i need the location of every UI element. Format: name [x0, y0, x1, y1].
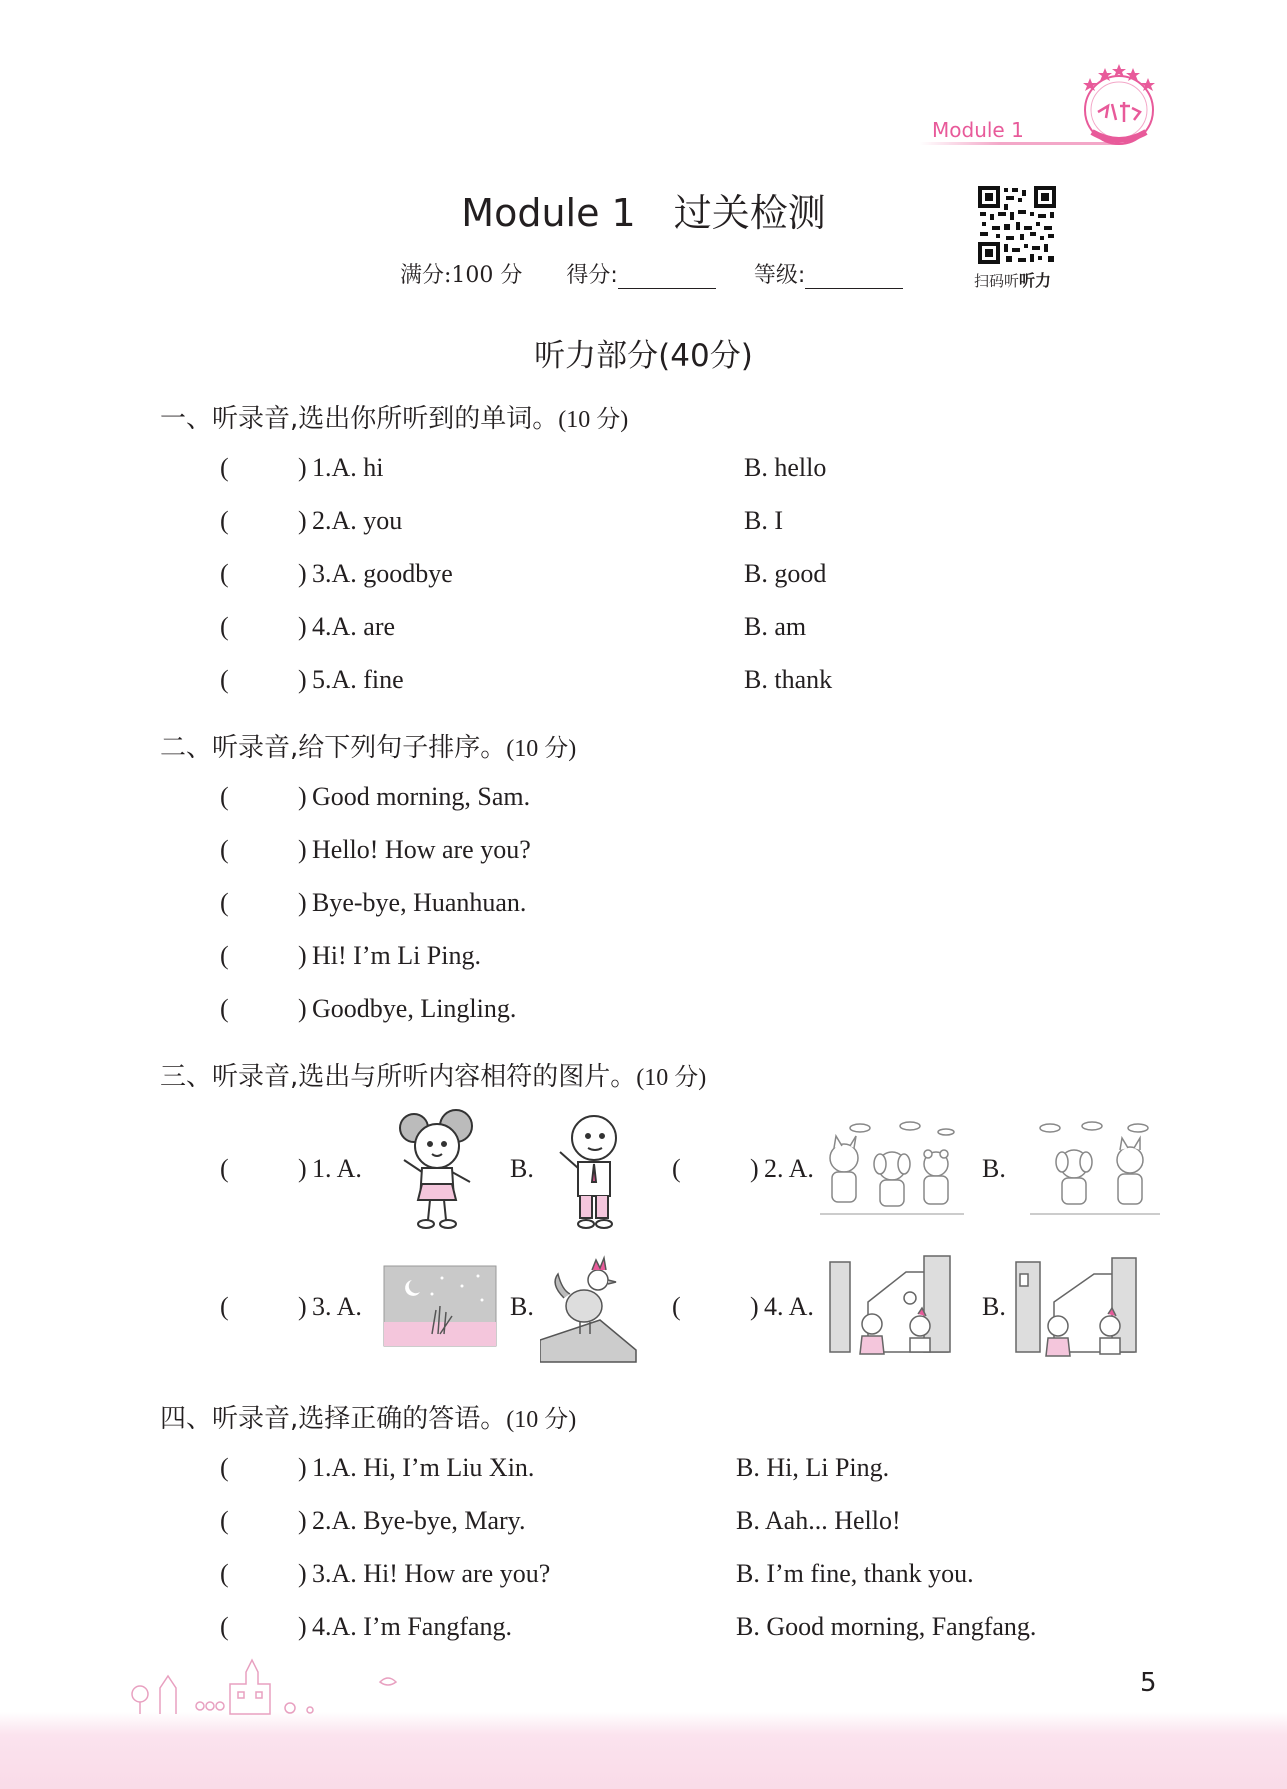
answer-paren-close: )	[298, 1292, 307, 1321]
grade-blank[interactable]	[805, 266, 903, 289]
answer-paren-open[interactable]: (	[220, 1612, 229, 1641]
score-line	[400, 258, 903, 289]
answer-paren-close: )	[298, 612, 307, 641]
section2-points: (10 分)	[506, 736, 577, 762]
s1-item-5-a: 5.A. fine	[312, 665, 404, 694]
answer-paren-open[interactable]: (	[672, 1154, 681, 1183]
s1-item-2-b: B. I	[744, 506, 783, 535]
school-picture-a[interactable]	[828, 1252, 954, 1366]
s4-item-3-a: 3.A. Hi! How are you?	[312, 1559, 551, 1588]
answer-paren-open[interactable]: (	[220, 835, 229, 864]
s2-sentence-4: Hi! I’m Li Ping.	[312, 941, 481, 970]
s2-sentence-2: Hello! How are you?	[312, 835, 531, 864]
answer-paren-open[interactable]: (	[220, 941, 229, 970]
answer-paren-open[interactable]: (	[220, 453, 229, 482]
score-blank[interactable]	[618, 266, 716, 289]
school-picture-b[interactable]	[1014, 1252, 1140, 1366]
section1-title: 一、听录音,选出你所听到的单词。	[160, 404, 559, 434]
section4-heading	[160, 1398, 576, 1435]
answer-paren-open[interactable]: (	[220, 612, 229, 641]
answer-paren-open[interactable]: (	[220, 888, 229, 917]
s4-item-1-b: B. Hi, Li Ping.	[736, 1453, 890, 1482]
s1-item-1-a: 1.A. hi	[312, 453, 384, 482]
boy-picture[interactable]	[548, 1108, 630, 1232]
answer-paren-close: )	[298, 782, 307, 811]
s3-item-1-a-label: 1. A.	[312, 1154, 362, 1183]
answer-paren-close: )	[298, 1154, 307, 1183]
s1-item-4-b: B. am	[744, 612, 807, 641]
page-title: Module 1 过关检测	[461, 191, 826, 235]
section4-title: 四、听录音,选择正确的答语。	[160, 1404, 507, 1434]
answer-paren-open[interactable]: (	[220, 506, 229, 535]
section2-heading	[160, 727, 576, 764]
answer-paren-close: )	[298, 1612, 307, 1641]
answer-paren-close: )	[298, 888, 307, 917]
answer-paren-close: )	[298, 1453, 307, 1482]
s1-item-4-a: 4.A. are	[312, 612, 396, 641]
grade-label: 等级:	[753, 263, 806, 288]
answer-paren-open[interactable]: (	[220, 1292, 229, 1321]
s3-item-2-a-label: 2. A.	[764, 1154, 814, 1183]
answer-paren-close: )	[298, 1559, 307, 1588]
answer-paren-close: )	[298, 506, 307, 535]
answer-paren-close: )	[298, 994, 307, 1023]
answer-paren-open[interactable]: (	[220, 1154, 229, 1183]
answer-paren-close: )	[298, 1506, 307, 1535]
s1-item-3-a: 3.A. goodbye	[312, 559, 453, 588]
answer-paren-close: )	[298, 835, 307, 864]
rooster-picture[interactable]	[540, 1254, 640, 1366]
section4-points: (10 分)	[506, 1407, 577, 1433]
answer-paren-close: )	[298, 941, 307, 970]
s4-item-2-b: B. Aah... Hello!	[736, 1506, 901, 1535]
s4-item-1-a: 1.A. Hi, I’m Liu Xin.	[312, 1453, 535, 1482]
town-decoration-icon	[120, 1648, 420, 1718]
section1-heading	[160, 398, 628, 435]
answer-paren-open[interactable]: (	[220, 665, 229, 694]
section3-heading	[160, 1056, 706, 1093]
qr-caption-bold: 听力	[1019, 271, 1052, 290]
s1-item-3-b: B. good	[744, 559, 827, 588]
answer-paren-open[interactable]: (	[220, 559, 229, 588]
section2-title: 二、听录音,给下列句子排序。	[160, 733, 507, 763]
answer-paren-open[interactable]: (	[220, 1453, 229, 1482]
qr-caption	[974, 268, 1051, 291]
s3-item-4-a-label: 4. A.	[764, 1292, 814, 1321]
answer-paren-open[interactable]: (	[220, 782, 229, 811]
answer-paren-close: )	[298, 559, 307, 588]
girl-picture[interactable]	[392, 1108, 482, 1232]
s1-item-1-b: B. hello	[744, 453, 827, 482]
page-number: 5	[1140, 1668, 1157, 1698]
s4-item-2-a: 2.A. Bye-bye, Mary.	[312, 1506, 526, 1535]
s3-item-4-b-label: B.	[982, 1292, 1006, 1321]
answer-paren-close: )	[298, 665, 307, 694]
s4-item-3-b: B. I’m fine, thank you.	[736, 1559, 974, 1588]
qr-code[interactable]	[978, 186, 1056, 264]
section3-points: (10 分)	[636, 1065, 707, 1091]
footer-band	[0, 1712, 1287, 1789]
full-score: 满分:100 分	[400, 263, 523, 288]
answer-paren-open[interactable]: (	[220, 1506, 229, 1535]
s3-item-1-b-label: B.	[510, 1154, 534, 1183]
animals-picture-a[interactable]	[820, 1118, 964, 1222]
answer-paren-close: )	[750, 1292, 759, 1321]
module-tag: Module 1	[932, 118, 1024, 142]
s3-item-3-a-label: 3. A.	[312, 1292, 362, 1321]
score-label: 得分:	[566, 263, 618, 288]
night-picture[interactable]	[382, 1264, 498, 1350]
s4-item-4-b: B. Good morning, Fangfang.	[736, 1612, 1037, 1641]
animals-picture-b[interactable]	[1030, 1118, 1160, 1222]
s4-item-4-a: 4.A. I’m Fangfang.	[312, 1612, 513, 1641]
answer-paren-close: )	[298, 453, 307, 482]
part-title: 听力部分(40分)	[534, 338, 753, 374]
publisher-logo	[1076, 62, 1162, 154]
qr-caption-small: 扫码听	[974, 272, 1020, 290]
s3-item-2-b-label: B.	[982, 1154, 1006, 1183]
s1-item-2-a: 2.A. you	[312, 506, 403, 535]
answer-paren-open[interactable]: (	[220, 1559, 229, 1588]
s2-sentence-3: Bye-bye, Huanhuan.	[312, 888, 527, 917]
s2-sentence-1: Good morning, Sam.	[312, 782, 531, 811]
answer-paren-open[interactable]: (	[672, 1292, 681, 1321]
section1-points: (10 分)	[558, 407, 629, 433]
s1-item-5-b: B. thank	[744, 665, 833, 694]
s3-item-3-b-label: B.	[510, 1292, 534, 1321]
answer-paren-open[interactable]: (	[220, 994, 229, 1023]
answer-paren-close: )	[750, 1154, 759, 1183]
s2-sentence-5: Goodbye, Lingling.	[312, 994, 517, 1023]
section3-title: 三、听录音,选出与所听内容相符的图片。	[160, 1062, 637, 1092]
